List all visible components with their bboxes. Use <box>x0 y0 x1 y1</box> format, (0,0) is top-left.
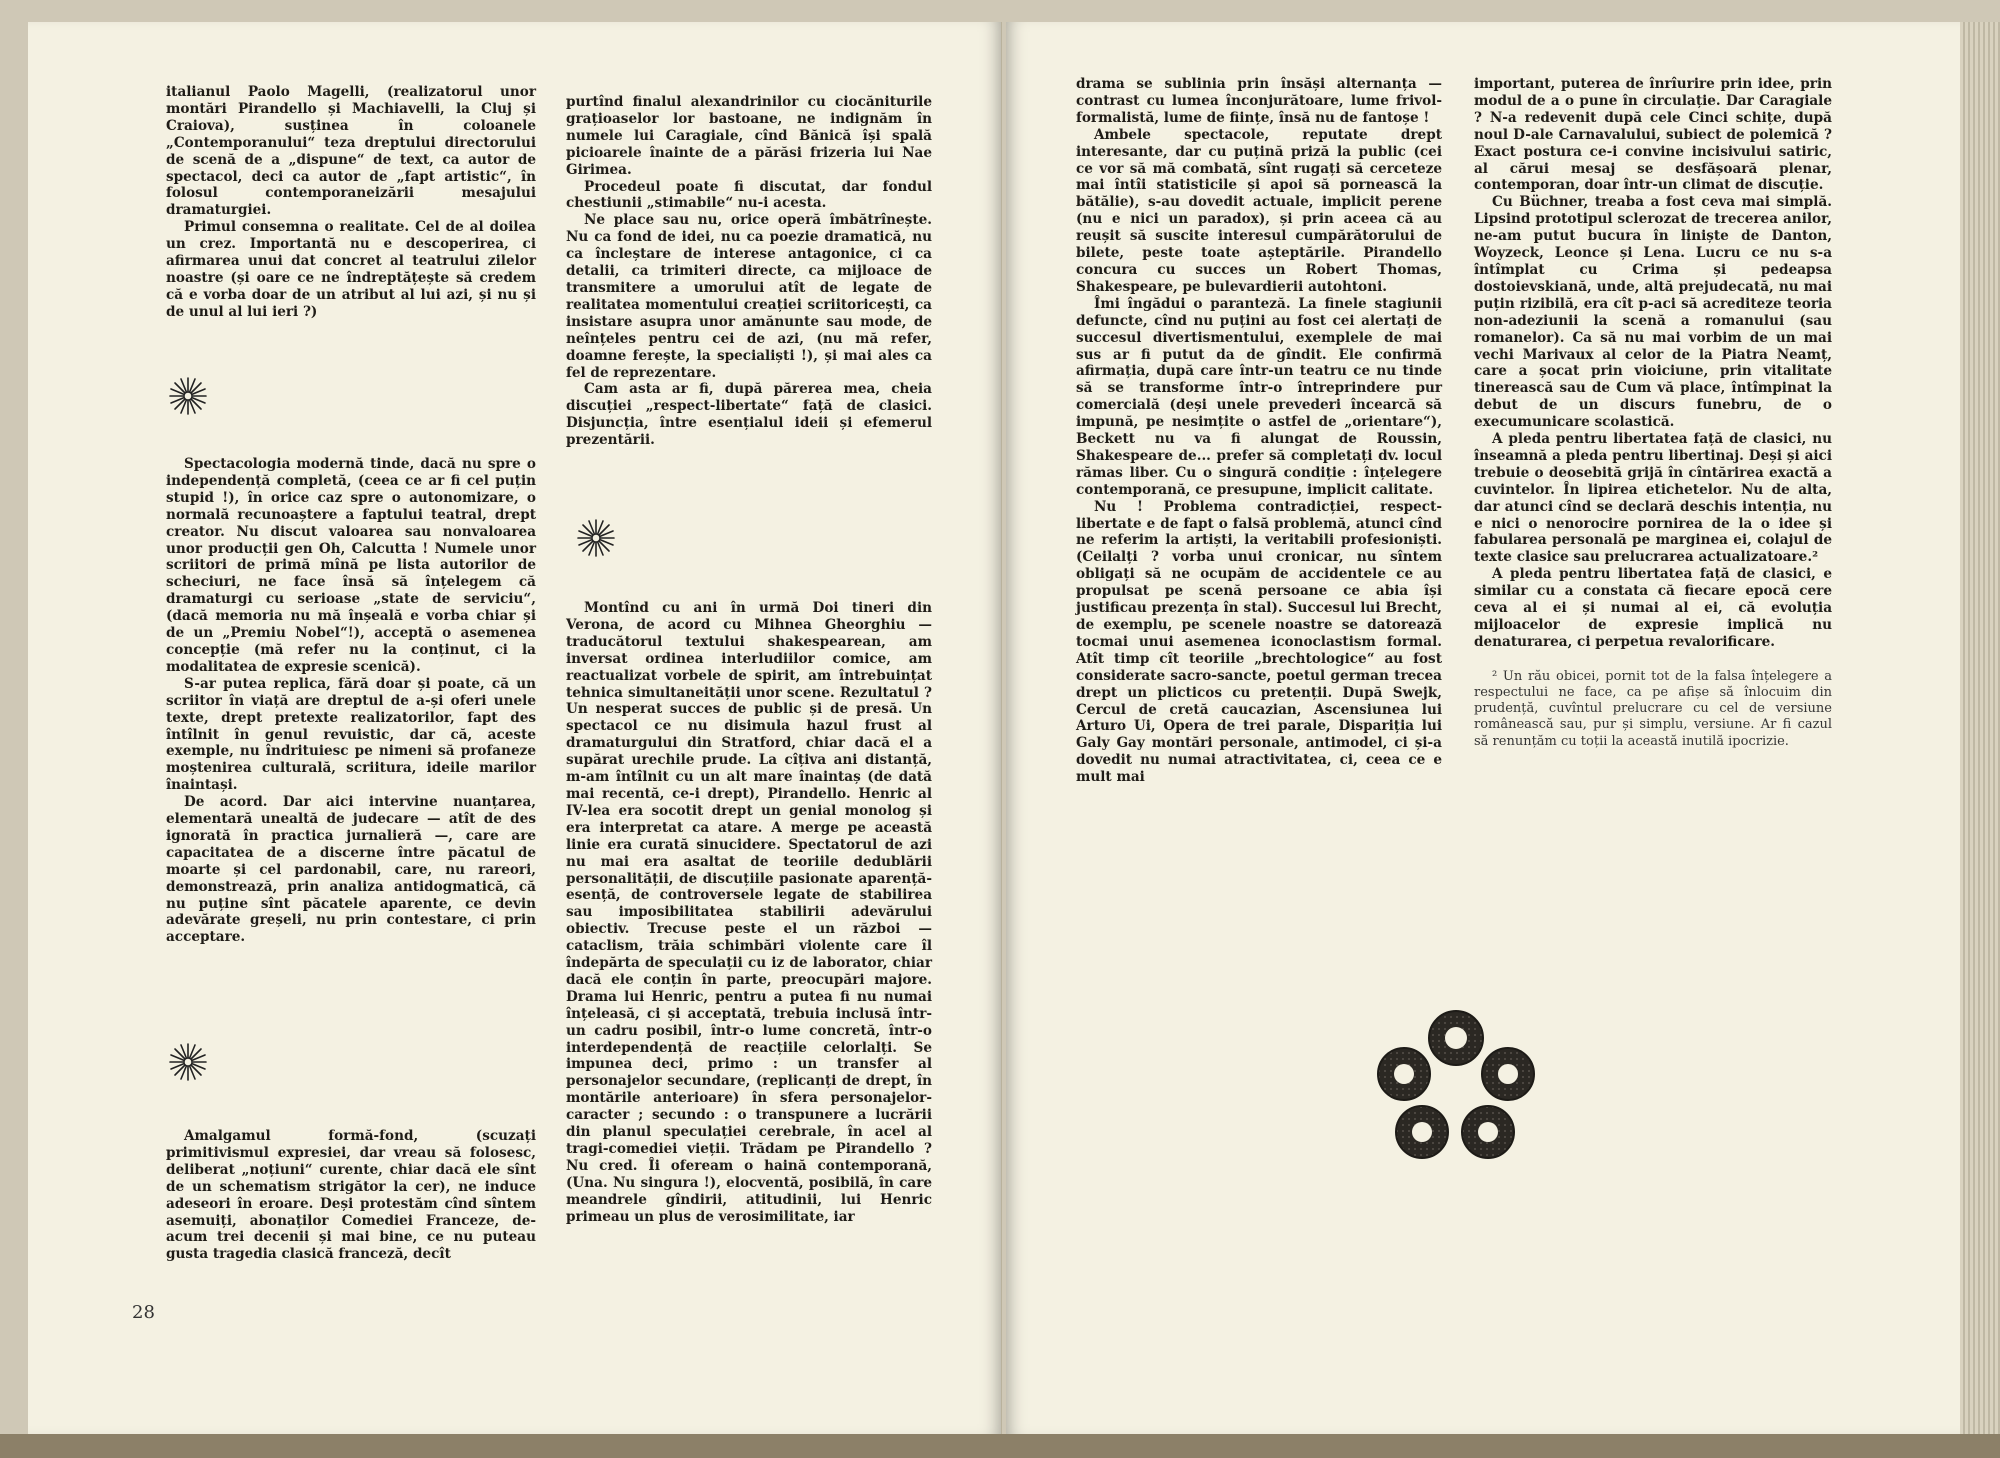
text-column-2 <box>566 94 932 449</box>
text-column-1-c <box>166 1128 536 1263</box>
starburst-ornament-icon <box>576 518 616 558</box>
starburst-ornament-icon <box>168 1042 208 1082</box>
paragraph: Amalgamul formă-fond, (scuzați primitivismul expresiei, dar vreau să folosesc, deliberat „noțiuni“ curente, chiar dacă ele sînt de un schematism strigător la cer), ne induce adeseori în eroare. Deși protestăm cînd sîntem asemuiți, abonaților Comediei Franceze, de-acum trei decenii și mai bine, ce nu puteau gusta tragedia clasică franceză, decît <box>166 1128 536 1263</box>
paragraph: A pleda pentru libertatea față de clasici, e similar cu a constata că fiecare epocă cere ceva al ei și numai al ei, că evoluția mijloacelor de expresie implică nu denaturarea, ci perpetua revalorificare. <box>1474 566 1832 650</box>
paragraph: italianul Paolo Magelli, (realizatorul unor montări Pirandello și Machiavelli, la Cluj și Craiova), susținea în coloanele „Contemporanului“ teza dreptului directorului de scenă de a „dispune“ de text, ca autor de spectacol, deci ca autor de „fapt artistic“, în folosul contemporaneizării mesajului dramaturgiei. <box>166 84 536 219</box>
paragraph: Primul consemna o realitate. Cel de al doilea un crez. Importantă nu e descoperirea, ci afirmarea unui dat concret al teatrului zilelor noastre (și oare ce ne îndreptățește să credem că e vorba doar de un atribut al lui azi, și nu și de unul al lui ieri ?) <box>166 219 536 320</box>
paragraph: Montînd cu ani în urmă Doi tineri din Verona, de acord cu Mihnea Gheorghiu — traducătorul textului shakespearean, am inversat ordinea interludiilor comice, am reactualizat vorbele de spirit, am întrebuințat tehnica simultaneității unor scene. Rezultatul ? Un nesperat succes de public și de presă. Un spectacol ce nu disimula hazul frust al dramaturgului din Stratford, chiar dacă el a supărat urechile prude. La cîțiva ani distanță, m-am întîlnit cu un alt mare înaintaș (de dată mai recentă, ce-i drept), Pirandello. Henric al IV-lea era socotit drept un genial monolog și era interpretat ca atare. A merge pe această linie era curată sinucidere. Spectatorul de azi nu mai era asaltat de teoriile dedublării personalității, de discuțiile pasionate aparență-esență, de controversele legate de stabilirea sau imposibilitatea stabilirii adevărului obiectiv. Trecuse peste el un război — cataclism, trăia schimbări violente care îl îndepărta de speculații cu iz de laborator, chiar dacă ele conțin în parte, preocupări majore. Drama lui Henric, pentru a putea fi nu numai înțeleasă, ci și acceptată, trebuia inclusă într-un cadru posibil, într-o lume concretă, într-o interdependență de reacțiile celorlalți. Se impunea deci, primo : un transfer al personajelor secundare, (replicanți de drept, în montările anterioare) în sfera personajelor-caracter ; secundo : o transpunere a lucrării din planul speculației cerebrale, în acel al tragi-comediei vieții. Trădam pe Pirandello ? Nu cred. Îi ofeream o haină contemporană, (Una. Nu singura !), elocventă, posibilă, în care meandrele gîndirii, atitudinii, lui Henric primeau un plus de verosimilitate, iar <box>566 600 932 1225</box>
text-column-1 <box>166 84 536 321</box>
starburst-ornament-icon <box>168 376 208 416</box>
paragraph: Procedeul poate fi discutat, dar fondul chestiunii „stimabile“ nu-i acesta. <box>566 178 932 212</box>
paragraph: drama se sublinia prin însăși alternanța — contrast cu lumea înconjurătoare, lume frivol-formalistă, lume de ființe, însă nu de fantoșe ! <box>1076 76 1442 126</box>
paragraph: Nu ! Problema contradicției, respect-libertate e de fapt o falsă problemă, atunci cînd ne referim la artiști, la veritabili profesioniști. (Ceilalți ? vorba unui cronicar, nu sîntem obligați să ne ocupăm de accidentele ce au propulsat pe scenă persoane ce abia își justificau prezența în stal). Succesul lui Brecht, de exemplu, pe scenele noastre se datorează tocmai unui asemenea iconoclastism formal. Atît timp cît teoriile „brechtologice“ au fost considerate sacro-sancte, poetul german trecea drept un plicticos cu pretenții. După Swejk, Cercul de cretă caucazian, Ascensiunea lui Arturo Ui, Opera de trei parale, Dispariția lui Galy Gay montări personale, antimodel, ci și-a dovedit nu numai atractivitatea, ci, ceea ce e mult mai <box>1076 498 1442 786</box>
paragraph: purtînd finalul alexandrinilor cu ciocăniturile grațioaselor lor bastoane, ne indignăm în numele lui Caragiale, cînd Bănică își spală picioarele înainte de a părăsi frizeria lui Nae Girimea. <box>566 94 932 178</box>
book-page-edges <box>1960 22 2000 1434</box>
paragraph: important, puterea de înrîurire prin idee, prin modul de a o pune în circulație. Dar Caragiale ? N-a redevenit după cele Cinci schițe, după noul D-ale Carnavalului, subiect de polemică ? Exact postura ce-i convine incisivului satiric, al cărui mesaj se desfășoară plenar, contemporan, doar într-un climat de discuție. <box>1474 76 1832 194</box>
text-column-4 <box>1474 76 1832 750</box>
paragraph: Ambele spectacole, reputate drept interesante, dar cu puțină priză la public (cei ce vor să mă combată, sînt rugați să cerceteze mai întîi statisticile și apoi să pornească la bătălie), s-au dovedit actuale, implicit perene (nu e nici un paradox), și prin aceea că au reușit să suscite interesul cumpărătorului de bilete, peste toate așteptările. Pirandello concura cu succes un Robert Thomas, Shakespeare, pe bulevardierii autohtoni. <box>1076 126 1442 295</box>
paragraph: Cam asta ar fi, după părerea mea, cheia discuției „respect-libertate“ față de clasici. Disjuncția, între esențialul ideii și efemerul prezentării. <box>566 381 932 449</box>
paragraph: Cu Büchner, treaba a fost ceva mai simplă. Lipsind prototipul sclerozat de trecerea anilor, ne-am putut bucura în liniște de Danton, Woyzeck, Leonce și Lena. Lucru ce nu s-a întîmplat cu Crima și pedeapsa dostoievskiană, unde, altă prejudecată, nu mai puțin rizibilă, era cît p-aci să acrediteze teoria non-adeziunii la scenă a romanului (sau romanelor). Ca să nu mai vorbim de un mai vechi Marivaux al celor de la Piatra Neamț, care a șocat prin vioiciune, prin vitalitate tinerească sau de Cum vă place, întîmpinat la debut de un discurs funebru, de o execumunicare scolastică. <box>1474 194 1832 431</box>
text-column-3 <box>1076 76 1442 786</box>
flower-ornament-icon <box>1376 1008 1536 1164</box>
footnote: ² Un rău obicei, pornit tot de la falsa înțelegere a respectului ne face, ca pe afișe să înlocuim din prudență, cuvîntul prelucrare cu cel de versiune românească sau, pur și simplu, versiune. Ar fi cazul să renunțăm cu toții la această inutilă ipocrizie. <box>1474 668 1832 749</box>
paragraph: S-ar putea replica, fără doar și poate, că un scriitor în viață are dreptul de a-și oferi unele texte, drept pretexte realizatorilor, fapt des întîlnit în genul revuistic, dar că, aceste exemple, nu îndrituiesc pe nimeni să profaneze moștenirea culturală, scriitura, ideile marilor înaintași. <box>166 675 536 794</box>
paragraph: De acord. Dar aici intervine nuanțarea, elementară unealtă de judecare — atît de des ignorată în practica jurnalieră —, care are capacitatea de a discerne între păcatul de moarte și cel pardonabil, care, nu rareori, demonstrează, prin analiza antidogmatică, că nu puține sînt păcatele aparente, ce devin adevărate greșeli, nu prin contestare, ci prin acceptare. <box>166 794 536 946</box>
book-cover-strip <box>0 1434 2000 1458</box>
text-column-1-b <box>166 456 536 946</box>
paragraph: Ne place sau nu, orice operă îmbătrînește. Nu ca fond de idei, nu ca poezie dramatică, nu ca încleștare de interese antagonice, ci ca detalii, ca trimiteri directe, ca mijloace de transmitere a umorului atît de legate de realitatea momentului creației scriitoricești, ca insistare asupra unor amănunte sau mode, de neînțeles pentru cei de azi, (nu mă refer, doamne ferește, la specialiști !), și mai ales ca fel de reprezentare. <box>566 212 932 381</box>
paragraph: Îmi îngădui o paranteză. La finele stagiunii defuncte, cînd nu puțini au fost cei alertați de succesul divertismentului, exemplele de mai sus ar fi putut da de gîndit. Ele confirmă afirmația, după care într-un teatru ce nu tinde să se transforme într-o întreprindere pur comercială (deși unele prevederi încearcă să impună, pe nesimțite o astfel de „orientare“), Beckett nu va fi alungat de Roussin, Shakespeare de... prefer să completați dv. locul rămas liber. Cu o singură condiție : înțelegere contemporană, ce presupune, implicit calitate. <box>1076 295 1442 498</box>
paragraph: Spectacologia modernă tinde, dacă nu spre o independență completă, (ceea ce ar fi cel puțin stupid !), în orice caz spre o autonomizare, o normală recunoaștere a faptului teatral, drept creator. Nu discut valoarea sau nonvaloarea unor producții gen Oh, Calcutta ! Numele unor scriitori de primă mînă pe lista autorilor de scheciuri, ne face însă să înțelegem că dramaturgi cu serioase „state de serviciu“, (dacă memoria nu mă înșeală e vorba chiar și de un „Premiu Nobel“!), acceptă o asemenea concepție (mă refer nu la conținut, ci la modalitatea de expresie scenică). <box>166 456 536 675</box>
page-number: 28 <box>132 1302 155 1323</box>
text-column-2-b <box>566 600 932 1226</box>
paragraph: A pleda pentru libertatea față de clasici, nu înseamnă a pleda pentru libertinaj. Deși și aici trebuie o deosebită grijă în cîntărirea exactă a cuvintelor. În lipirea etichetelor. Nu de alta, dar atunci cînd se declară deschis intenția, nu e nici o nenorocire pornirea de la o idee și fabularea personală pe marginea ei, colajul de texte clasice sau prelucrarea actualizatoare.² <box>1474 431 1832 566</box>
